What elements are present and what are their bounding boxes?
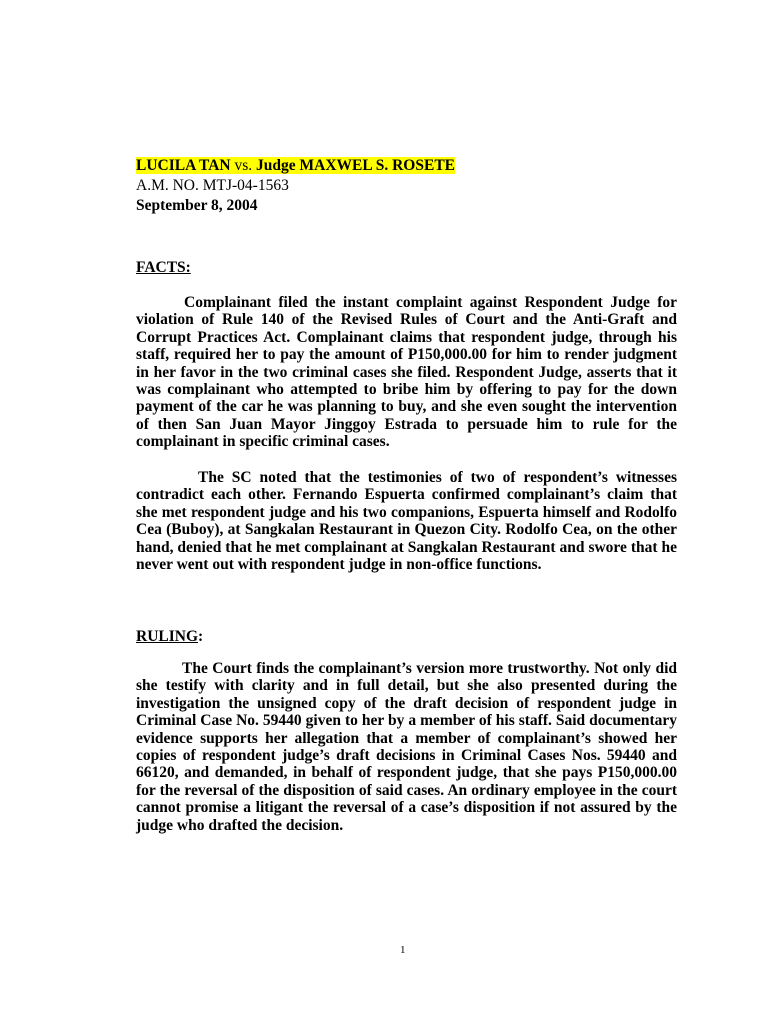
case-number: A.M. NO. MTJ-04-1563 (136, 177, 289, 194)
ruling-heading-colon: : (198, 628, 204, 645)
versus-text: vs. (230, 157, 257, 174)
ruling-paragraph: The Court finds the complainant’s version more trustworthy. Not only did she testify with clarity and in full detail, but she also presented during the investigation the unsigned copy of the draft decision of respondent judge in Criminal Case No. 59440 given to her by a member of his staff. Said documentary evidence supports her allegation that a member of complainant’s showed her copies of respondent judge’s draft decisions in Criminal Cases Nos. 59440 and 66120, and demanded, in behalf of respondent judge, that she pays P150,000.00 for the reversal of the disposition of said cases. An ordinary employee in the court cannot promise a litigant the reversal of a case’s disposition if not assured by the judge who drafted the decision. (136, 660, 677, 834)
party-2: Judge MAXWEL S. ROSETE (256, 157, 455, 174)
party-1: LUCILA TAN (136, 157, 231, 174)
page-number: 1 (400, 944, 406, 956)
ruling-heading (136, 628, 203, 646)
ruling-heading-text: RULING (136, 628, 199, 645)
case-header (136, 156, 455, 216)
facts-heading: FACTS: (136, 259, 191, 276)
case-title (136, 156, 455, 176)
case-date: September 8, 2004 (136, 197, 258, 214)
facts-paragraph-2: The SC noted that the testimonies of two of respondent’s witnesses contradict each other. Fernando Espuerta confirmed complainant’s claim that she met respondent judge and his two companions, Espuerta himself and Rodolfo Cea (Buboy), at Sangkalan Restaurant in Quezon City. Rodolfo Cea, on the other hand, denied that he met complainant at Sangkalan Restaurant and swore that he never went out with respondent judge in non-office functions. (136, 469, 677, 574)
facts-paragraph-1: Complainant filed the instant complaint against Respondent Judge for violation of Rule 140 of the Revised Rules of Court and the Anti-Graft and Corrupt Practices Act. Complainant claims that respondent judge, through his staff, required her to pay the amount of P150,000.00 for him to render judgment in her favor in the two criminal cases she filed. Respondent Judge, asserts that it was complainant who attempted to bribe him by offering to pay for the down payment of the car he was planning to buy, and she even sought the intervention of then San Juan Mayor Jinggoy Estrada to persuade him to rule for the complainant in specific criminal cases. (136, 294, 677, 451)
